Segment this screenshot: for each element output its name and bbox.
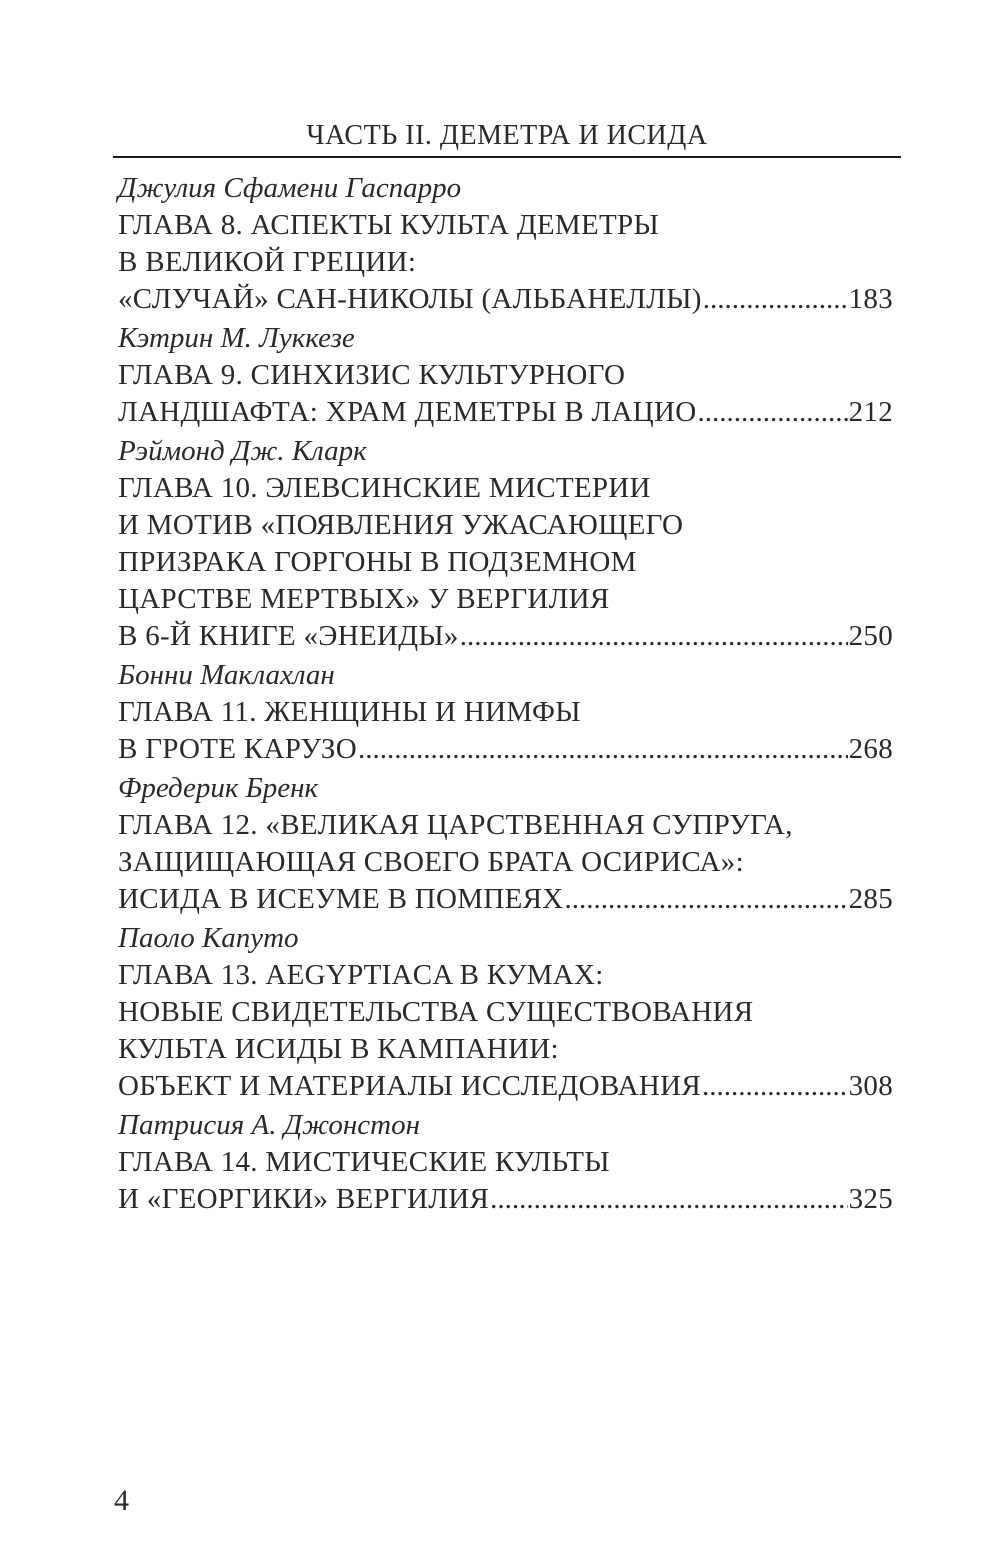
entry-title-final-line (118, 1181, 893, 1218)
entry-title-line: КУЛЬТА ИСИДЫ В КАМПАНИИ: (118, 1033, 559, 1065)
toc-entry (118, 920, 893, 1105)
entry-title-text: В 6-Й КНИГЕ «ЭНЕИДЫ» (118, 620, 459, 652)
toc-entry (118, 433, 893, 655)
toc-entry (118, 770, 893, 918)
entry-title-line: ЗАЩИЩАЮЩАЯ СВОЕГО БРАТА ОСИРИСА»: (118, 846, 744, 878)
dot-leader (490, 1181, 847, 1217)
toc-entry (118, 170, 893, 318)
dot-leader (358, 731, 848, 767)
entry-title-line: В ВЕЛИКОЙ ГРЕЦИИ: (118, 246, 417, 278)
dot-leader (460, 618, 848, 654)
entry-author: Кэтрин М. Луккезе (118, 322, 355, 354)
dot-leader (702, 1068, 848, 1104)
entry-page-number: 285 (848, 883, 893, 915)
entry-title-line: ГЛАВА 12. «ВЕЛИКАЯ ЦАРСТВЕННАЯ СУПРУГА, (118, 809, 793, 841)
entry-page-number: 250 (848, 620, 893, 652)
toc-entry (118, 320, 893, 431)
entry-title-text: В ГРОТЕ КАРУЗО (118, 733, 357, 765)
entry-title-line: НОВЫЕ СВИДЕТЕЛЬСТВА СУЩЕСТВОВАНИЯ (118, 996, 754, 1028)
entry-author: Патрисия А. Джонстон (118, 1109, 420, 1141)
entry-author: Джулия Сфамени Гаспарро (118, 172, 462, 204)
entry-title-line: ГЛАВА 13. AEGYPTIACA В КУМАХ: (118, 959, 604, 991)
entry-author: Паоло Капуто (118, 922, 299, 954)
entry-title-text: И «ГЕОРГИКИ» ВЕРГИЛИЯ (118, 1183, 490, 1215)
entry-title-final-line (118, 881, 893, 918)
dot-leader (697, 394, 847, 430)
toc-entry (118, 657, 893, 768)
entry-page-number: 212 (848, 396, 893, 428)
entry-page-number: 183 (848, 283, 893, 315)
entry-title-text: ИСИДА В ИСЕУМЕ В ПОМПЕЯХ (118, 883, 564, 915)
entry-title-final-line (118, 394, 893, 431)
entry-author: Бонни Маклахлан (118, 659, 335, 691)
entry-title-line: ГЛАВА 9. СИНХИЗИС КУЛЬТУРНОГО (118, 359, 626, 391)
entry-title-final-line (118, 731, 893, 768)
entry-title-line: ЦАРСТВЕ МЕРТВЫХ» У ВЕРГИЛИЯ (118, 583, 610, 615)
table-of-contents (118, 170, 893, 1220)
entry-author: Рэймонд Дж. Кларк (118, 435, 367, 467)
entry-title-final-line (118, 1068, 893, 1105)
entry-title-line: ГЛАВА 10. ЭЛЕВСИНСКИЕ МИСТЕРИИ (118, 472, 651, 504)
entry-title-line: ГЛАВА 14. МИСТИЧЕСКИЕ КУЛЬТЫ (118, 1146, 610, 1178)
entry-page-number: 325 (848, 1183, 893, 1215)
entry-title-line: И МОТИВ «ПОЯВЛЕНИЯ УЖАСАЮЩЕГО (118, 509, 684, 541)
dot-leader (703, 281, 848, 317)
entry-title-line: ПРИЗРАКА ГОРГОНЫ В ПОДЗЕМНОМ (118, 546, 637, 578)
entry-title-line: ГЛАВА 11. ЖЕНЩИНЫ И НИМФЫ (118, 696, 581, 728)
entry-title-text: ЛАНДШАФТА: ХРАМ ДЕМЕТРЫ В ЛАЦИО (118, 396, 697, 428)
entry-title-final-line (118, 618, 893, 655)
page-number: 4 (114, 1484, 129, 1517)
entry-title-final-line (118, 281, 893, 318)
entry-title-line: ГЛАВА 8. АСПЕКТЫ КУЛЬТА ДЕМЕТРЫ (118, 209, 660, 241)
entry-page-number: 308 (848, 1070, 893, 1102)
toc-entry (118, 1107, 893, 1218)
entry-page-number: 268 (848, 733, 893, 765)
entry-title-text: ОБЪЕКТ И МАТЕРИАЛЫ ИССЛЕДОВАНИЯ (118, 1070, 702, 1102)
part-heading: ЧАСТЬ II. ДЕМЕТРА И ИСИДА (113, 118, 901, 158)
entry-author: Фредерик Бренк (118, 772, 319, 804)
dot-leader (565, 881, 848, 917)
entry-title-text: «СЛУЧАЙ» САН-НИКОЛЫ (АЛЬБАНЕЛЛЫ) (118, 283, 702, 315)
